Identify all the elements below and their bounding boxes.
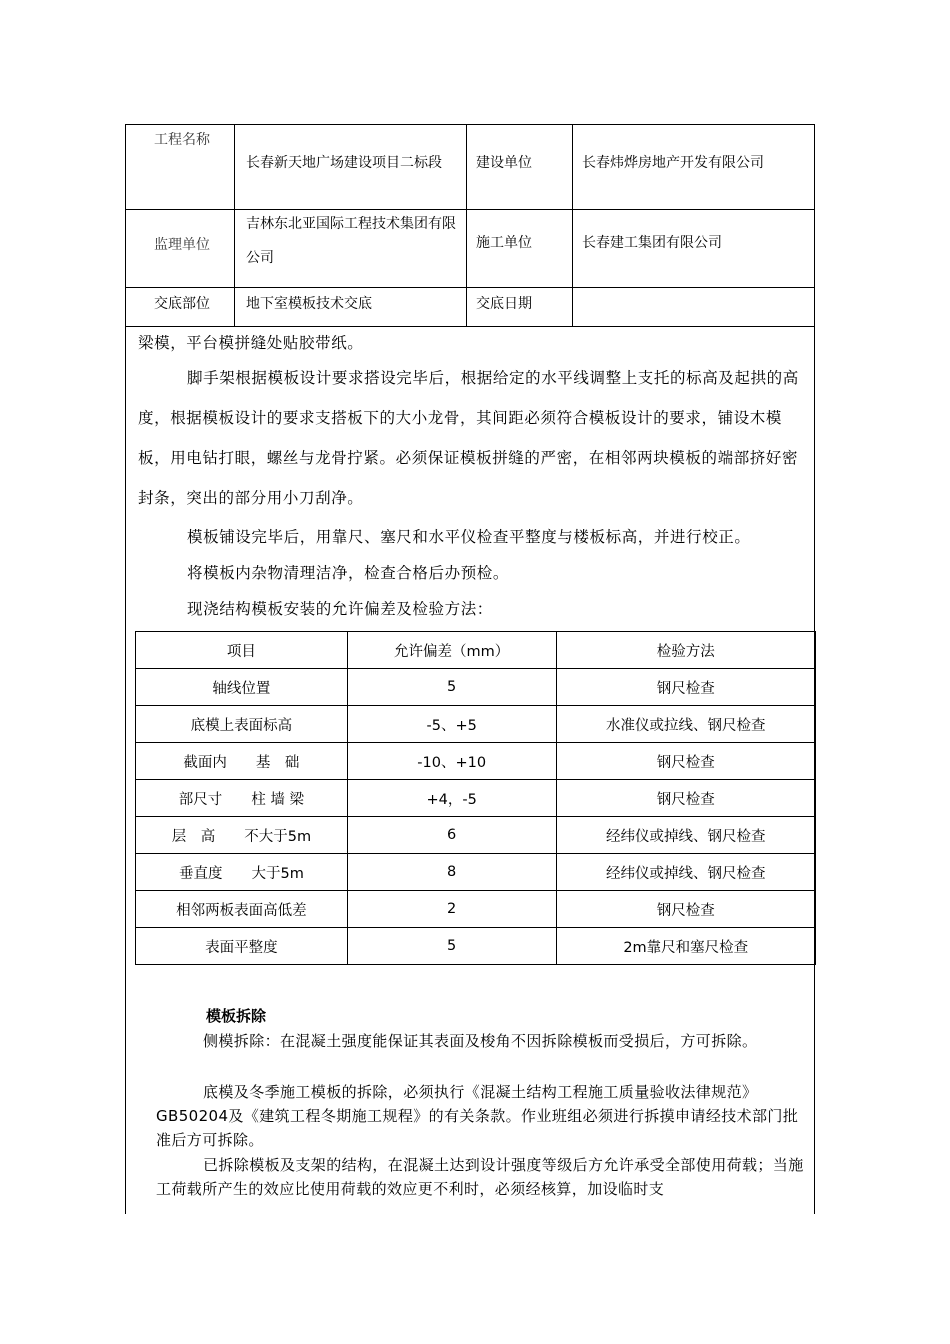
table-cell-item: 轴线位置 [136,669,348,706]
removal-paragraph-2: 底模及冬季施工模板的拆除，必须执行《混凝土结构工程施工质量验收法律规范》GB50204及《建筑工程冬期施工规程》的有关条款。作业班组必须进行拆摸申请经技术部门批准后方可拆除。 [156,1083,799,1149]
contractor-value: 长春建工集团有限公司 [582,235,722,251]
body-paragraph-4: 将模板内杂物清理洁净，检查合格后办预检。 [187,564,510,582]
supervisor-label: 监理单位 [154,237,210,253]
table-header-row [136,632,816,669]
project-name-value: 长春新天地广场建设项目二标段 [246,155,442,171]
table-row [136,669,816,706]
table-cell-item: 垂直度 大于5m [136,854,348,891]
builder-label: 建设单位 [476,155,532,171]
table-cell-tolerance: 5 [347,669,556,706]
table-cell-method: 2m靠尺和塞尺检查 [556,928,816,965]
table-cell-tolerance: 5 [347,928,556,965]
table-row [136,891,816,928]
table-cell-method: 钢尺检查 [556,891,816,928]
table-cell-item: 表面平整度 [136,928,348,965]
date-label: 交底日期 [476,296,532,312]
project-name-label: 工程名称 [154,132,210,148]
header-row-project [126,125,814,210]
table-row [136,817,816,854]
table-cell-tolerance: +4，-5 [347,780,556,817]
body-paragraph-1: 梁模，平台模拼缝处贴胶带纸。 [138,334,364,352]
part-label: 交底部位 [154,296,210,312]
table-cell-tolerance: 6 [347,817,556,854]
table-cell-method: 钢尺检查 [556,743,816,780]
removal-paragraph-1: 侧模拆除：在混凝土强度能保证其表面及梭角不因拆除模板而受损后，方可拆除。 [203,1032,758,1050]
builder-value: 长春炜烨房地产开发有限公司 [582,155,764,171]
tolerance-table [135,631,816,965]
supervisor-value: 吉林东北亚国际工程技术集团有限公司 [246,216,456,266]
table-row [136,854,816,891]
table-header-method: 检验方法 [556,632,816,669]
table-cell-method: 经纬仪或掉线、钢尺检查 [556,817,816,854]
removal-paragraph-3: 已拆除模板及支架的结构，在混凝土达到设计强度等级后方允许承受全部使用荷载；当施工荷载所产生的效应比使用荷载的效应更不利时，必须经核算，加设临时支 [156,1156,804,1198]
header-row-supervisor [126,210,814,288]
table-cell-tolerance: -10、+10 [347,743,556,780]
table-cell-method: 钢尺检查 [556,780,816,817]
header-row-part [126,288,814,327]
table-cell-method: 钢尺检查 [556,669,816,706]
table-cell-item: 部尺寸 柱 墙 梁 [136,780,348,817]
table-cell-tolerance: 2 [347,891,556,928]
table-cell-tolerance: 8 [347,854,556,891]
body-paragraph-2: 脚手架根据模板设计要求搭设完毕后，根据给定的水平线调整上支托的标高及起拱的高度，根据模板设计的要求支搭板下的大小龙骨，其间距必须符合模板设计的要求，铺设木模板，用电钻打眼，螺丝与龙骨拧紧。必须保证模板拼缝的严密，在相邻两块模板的端部挤好密封条，突出的部分用小刀刮净。 [138,369,799,507]
table-row [136,706,816,743]
removal-heading: 模板拆除 [206,1007,267,1025]
table-header-tolerance: 允许偏差（mm） [347,632,556,669]
table-cell-item: 相邻两板表面高低差 [136,891,348,928]
body-paragraph-3: 模板铺设完毕后，用靠尺、塞尺和水平仪检查平整度与楼板标高，并进行校正。 [187,528,751,546]
table-row [136,743,816,780]
part-value: 地下室模板技术交底 [246,296,372,312]
table-row [136,928,816,965]
table-cell-method: 水准仪或拉线、钢尺检查 [556,706,816,743]
table-header-item: 项目 [136,632,348,669]
contractor-label: 施工单位 [476,235,532,251]
table-row [136,780,816,817]
document-frame [125,124,815,1214]
table-cell-item: 底模上表面标高 [136,706,348,743]
table-cell-method: 经纬仪或掉线、钢尺检查 [556,854,816,891]
body-paragraph-5: 现浇结构模板安装的允许偏差及检验方法： [187,600,493,618]
table-cell-item: 截面内 基 础 [136,743,348,780]
table-cell-tolerance: -5、+5 [347,706,556,743]
table-cell-item: 层 高 不大于5m [136,817,348,854]
